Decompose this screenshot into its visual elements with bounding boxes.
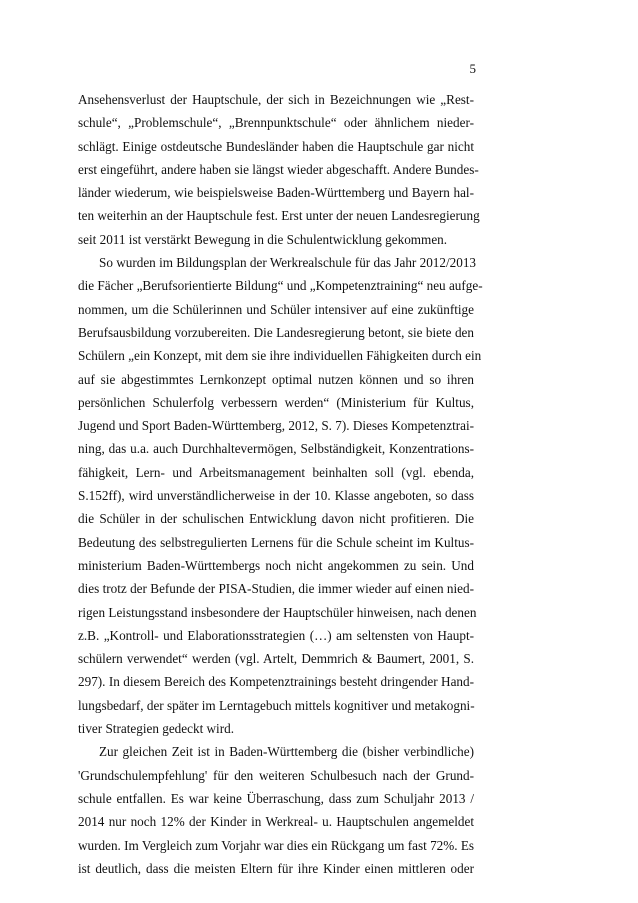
text-line: ist deutlich, dass die meisten Eltern für ihre Kinder einen mittleren oder (78, 860, 474, 876)
body-text (78, 88, 483, 880)
text-line: Jugend und Sport Baden-Württemberg, 2012, S. 7). Dieses Kompetenztrai- (78, 418, 475, 434)
text-line: rigen Leistungsstand insbesondere der Hauptschüler hinweisen, nach denen (78, 604, 477, 620)
text-line: lungsbedarf, der später im Lerntagebuch mittels kognitiver und metakogni- (78, 697, 475, 713)
paragraph (78, 88, 480, 251)
text-line: Schülern „ein Konzept, mit dem sie ihre individuellen Fähigkeiten durch ein (78, 348, 482, 364)
text-line: schule“, „Problemschule“, „Brennpunktschule“ oder ähnlichem nieder- (78, 115, 474, 131)
text-line: S.152ff), wird unverständlicherweise in der 10. Klasse angeboten, so dass (78, 488, 474, 504)
text-line: nommen, um die Schülerinnen und Schüler intensiver auf eine zukünftige (78, 301, 474, 317)
text-line: die Schüler in der schulischen Entwicklung davon nicht profitieren. Die (78, 511, 474, 527)
text-line: So wurden im Bildungsplan der Werkrealschule für das Jahr 2012/2013 (99, 255, 477, 271)
text-line: länder wiederum, wie beispielsweise Baden-Württemberg und Bayern hal- (78, 185, 474, 201)
text-line: 'Grundschulempfehlung' für den weiteren Schulbesuch nach der Grund- (78, 767, 474, 783)
text-line: Bedeutung des selbstregulierten Lernens für die Schule scheint im Kultus- (78, 534, 474, 550)
text-line: auf sie abgestimmtes Lernkonzept optimal nutzen können und so ihren (78, 371, 474, 387)
text-line: erst eingeführt, andere haben sie längst wieder abgeschafft. Andere Bundes- (78, 161, 479, 177)
paragraph (78, 740, 474, 880)
text-line: ministerium Baden-Württembergs noch nicht angekommen zu sein. Und (78, 557, 474, 573)
text-line: Zur gleichen Zeit ist in Baden-Württemberg die (bisher verbindliche) (99, 744, 474, 760)
text-line: ten weiterhin an der Hauptschule fest. Erst unter der neuen Landesregierung (78, 208, 480, 224)
text-line: ning, das u.a. auch Durchhaltevermögen, Selbständigkeit, Konzentrations- (78, 441, 474, 457)
text-line: seit 2011 ist verstärkt Bewegung in die Schulentwicklung gekommen. (78, 231, 448, 247)
text-line: z.B. „Kontroll- und Elaborationsstrategien (…) am seltensten von Haupt- (78, 627, 474, 643)
paragraph (78, 251, 483, 740)
text-line: 2014 nur noch 12% der Kinder in Werkreal- u. Hauptschulen angemeldet (78, 814, 474, 830)
text-line: 297). In diesem Bereich des Kompetenztrainings besteht dringender Hand- (78, 674, 474, 690)
text-line: schlägt. Einige ostdeutsche Bundesländer haben die Hauptschule gar nicht (78, 138, 474, 154)
text-line: fähigkeit, Lern- und Arbeitsmanagement beinhalten soll (vgl. ebenda, (78, 464, 474, 480)
text-line: schule entfallen. Es war keine Überraschung, dass zum Schuljahr 2013 / (78, 790, 474, 806)
text-line: Ansehensverlust der Hauptschule, der sich in Bezeichnungen wie „Rest- (78, 92, 474, 107)
text-line: die Fächer „Berufsorientierte Bildung“ und „Kompetenztraining“ neu aufge- (78, 278, 483, 294)
text-line: schülern verwendet“ werden (vgl. Artelt, Demmrich & Baumert, 2001, S. (78, 651, 474, 667)
text-line: dies trotz der Befunde der PISA-Studien, die immer wieder auf einen nied- (78, 581, 474, 597)
text-line: Berufsausbildung vorzubereiten. Die Landesregierung betont, sie biete den (78, 324, 474, 340)
text-line: tiver Strategien gedeckt wird. (78, 721, 234, 737)
text-line: persönlichen Schulerfolg verbessern werden“ (Ministerium für Kultus, (78, 394, 474, 410)
page-number: 5 (469, 61, 476, 76)
text-line: wurden. Im Vergleich zum Vorjahr war dies ein Rückgang um fast 72%. Es (78, 837, 475, 853)
